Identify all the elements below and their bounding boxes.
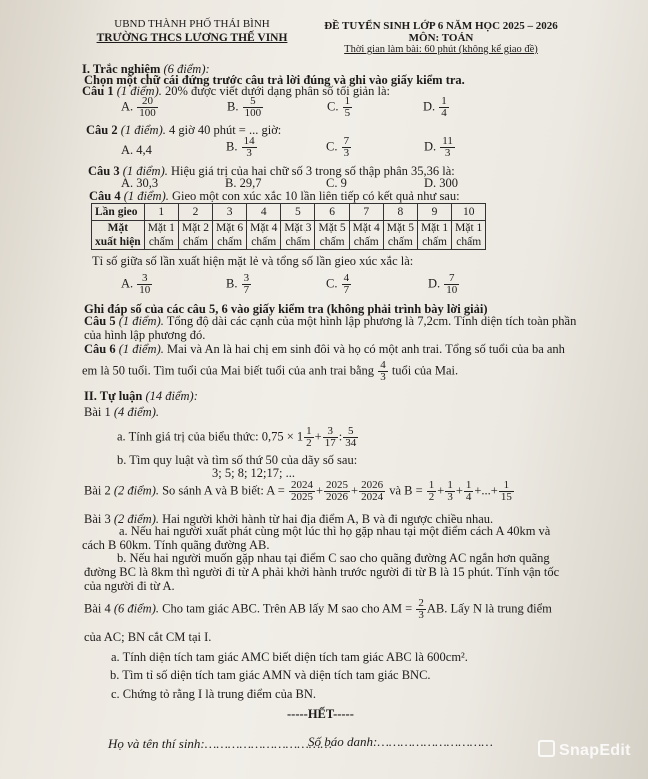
header-exam-title: ĐỀ TUYỂN SINH LỚP 6 NĂM HỌC 2025 – 2026 (324, 20, 558, 32)
table-cell: 7 (349, 204, 383, 221)
table-header-cell: Mặt xuất hiện (92, 221, 145, 250)
b3-a-line2: cách B 60km. Tính quãng đường AB. (82, 538, 270, 552)
header-duration: Thời gian làm bài: 60 phút (không kể giao đề) (344, 44, 538, 55)
q4-question: Tỉ số giữa số lần xuất hiện mặt lẻ và tổng số lần gieo xúc xắc là: (92, 254, 414, 268)
q5-line1: Câu 5 (1 điểm). Tổng độ dài các cạnh của một hình lập phương là 7,2cm. Tính diện tích toàn phần (84, 314, 577, 328)
table-cell: 8 (383, 204, 417, 221)
b1-heading: Bài 1 (4 điểm). (84, 405, 159, 419)
snapedit-logo-icon (538, 740, 555, 757)
table-cell: 6 (315, 204, 349, 221)
q2-option-c: C. $\frac{7}{3}$ (326, 135, 350, 159)
b3-b-line3: của người đi từ A. (84, 579, 175, 593)
q5-line2: của hình lập phương đó. (84, 328, 206, 342)
part1-points: (6 điểm): (163, 62, 210, 76)
q2-text: Câu 2 (1 điểm). 4 giờ 40 phút = ... giờ: (86, 123, 282, 137)
b3-a-line1: a. Nếu hai người xuất phát cùng một lúc thì họ gặp nhau tại một điểm cách A 40km và (119, 524, 551, 538)
table-cell: 3 (213, 204, 247, 221)
snapedit-watermark (538, 740, 631, 760)
table-cell: Mặt 2 chấm (178, 221, 212, 250)
table-row (92, 221, 486, 250)
q3-option-a: A. 30,3 (121, 176, 159, 190)
b3-b-line1: b. Nếu hai người muốn gặp nhau tại điểm C sao cho quãng đường AC ngắn hơn quãng (117, 551, 550, 565)
q1-text: Câu 1 (1 điểm). 20% được viết dưới dạng phân số tối giản là: (82, 84, 390, 98)
header-subject: MÔN: TOÁN (408, 32, 474, 44)
part1-title: I. Trắc nghiệm (82, 62, 161, 76)
table-cell: Mặt 4 chấm (349, 221, 383, 250)
header-school: TRƯỜNG THCS LƯƠNG THẾ VINH (96, 32, 288, 44)
q3-option-d: D. 300 (424, 176, 459, 190)
table-cell: Mặt 1 chấm (452, 221, 486, 250)
table-cell: Mặt 6 chấm (213, 221, 247, 250)
q1-option-d: D. $\frac{1}{4}$ (423, 95, 447, 119)
table-cell: 4 (247, 204, 281, 221)
table-cell: Mặt 3 chấm (281, 221, 315, 250)
q2-option-b: B. $\frac{14}{3}$ (226, 135, 255, 159)
end-marker: -----HẾT----- (287, 707, 354, 721)
table-cell: Mặt 5 chấm (383, 221, 417, 250)
table-cell: 1 (144, 204, 178, 221)
table-cell: 5 (281, 204, 315, 221)
b4-part-c: c. Chứng tỏ rằng I là trung điểm của BN. (111, 687, 316, 701)
b4-line1: Bài 4 (6 điểm). Cho tam giác ABC. Trên AB lấy M sao cho AM = $\frac{2}{3}$ AB. Lấy N là trung điểm (84, 597, 552, 621)
q2-option-d: D. $\frac{11}{3}$ (424, 135, 453, 159)
q4-option-a: A. $\frac{3}{10}$ (121, 272, 151, 296)
q1-option-c: C. $\frac{1}{5}$ (327, 95, 351, 119)
table-cell: 10 (452, 204, 486, 221)
table-row (92, 204, 486, 221)
b2-line: Bài 2 (2 điểm). So sánh A và B biết: A = $\frac{2024}{2025}$ + $\frac{2025}{2026}$ + $\frac{2026}{2024}$ và B = $\frac{1}{2}$ + $\frac{1}{3}$ + $\frac{1}{4}$ +...+ $\frac{1}{15}$ (84, 479, 512, 503)
q2-option-a: A. 4,4 (121, 143, 152, 157)
table-cell: Mặt 5 chấm (315, 221, 349, 250)
part2-title: II. Tự luận (84, 389, 143, 403)
b4-line2: của AC; BN cắt CM tại I. (84, 630, 212, 644)
candidate-name-field: Họ và tên thí sinh:…………………………… (108, 736, 332, 751)
q4-option-c: C. $\frac{4}{7}$ (326, 272, 350, 296)
part2-points: (14 điểm): (145, 389, 198, 403)
b3-line: Bài 3 (2 điểm). Hai người khởi hành từ hai địa điểm A, B và đi ngược chiều nhau. (84, 512, 494, 526)
q1-option-a: A. $\frac{20}{100}$ (121, 95, 156, 119)
b1-part-a: a. Tính giá trị của biểu thức: 0,75 × 1 $\frac{1}{2}$ + $\frac{3}{17}$ : $\frac{5}{34}$ (117, 425, 357, 449)
b4-part-b: b. Tìm tỉ số diện tích tam giác AMN và diện tích tam giác BNC. (110, 668, 431, 682)
q1-option-b: B. $\frac{5}{100}$ (227, 95, 262, 119)
table-cell: 9 (417, 204, 451, 221)
q3-option-c: C. 9 (326, 176, 347, 190)
q4-text: Câu 4 (1 điểm). Gieo một con xúc xắc 10 lần liên tiếp có kết quả như sau: (89, 189, 460, 203)
b4-part-a: a. Tính diện tích tam giác AMC biết diện tích tam giác ABC là 600cm². (111, 650, 468, 664)
q4-option-b: B. $\frac{3}{7}$ (226, 272, 250, 296)
part2-heading (84, 389, 198, 404)
q6-line2: em là 50 tuổi. Tìm tuổi của Mai biết tuổi của anh trai bằng $\frac{4}{3}$ tuổi của Mai. (82, 359, 459, 383)
header-authority: UBND THÀNH PHỐ THÁI BÌNH (114, 18, 270, 30)
watermark-text: SnapEdit (559, 742, 631, 759)
b3-b-line2: đường BC là 8km thì người đi từ A phải khởi hành trước người đi từ B là 15 phút. Tính vận tốc (84, 565, 560, 579)
dice-results-table (91, 203, 486, 250)
table-header-cell: Lần gieo (92, 204, 145, 221)
b1-part-b: b. Tìm quy luật và tìm số thứ 50 của dãy số sau: (117, 453, 358, 467)
part1-note: Ghi đáp số của các câu 5, 6 vào giấy kiểm tra (không phải trình bày lời giải) (84, 302, 488, 316)
table-cell: Mặt 1 chấm (417, 221, 451, 250)
table-cell: Mặt 1 chấm (144, 221, 178, 250)
q3-text: Câu 3 (1 điểm). Hiệu giá trị của hai chữ số 3 trong số thập phân 35,36 là: (88, 164, 455, 178)
q6-line1: Câu 6 (1 điểm). Mai và An là hai chị em sinh đôi và họ có một anh trai. Tổng số tuổi của ba anh (84, 342, 565, 356)
table-cell: Mặt 4 chấm (247, 221, 281, 250)
q4-option-d: D. $\frac{7}{10}$ (428, 272, 458, 296)
b1-sequence: 3; 5; 8; 12;17; ... (212, 466, 295, 480)
table-cell: 2 (178, 204, 212, 221)
q3-option-b: B. 29,7 (225, 176, 262, 190)
candidate-number-field: Số báo danh:………………………… (308, 734, 493, 749)
part1-instruction: Chọn một chữ cái đứng trước câu trả lời đúng và ghi vào giấy kiểm tra. (84, 73, 465, 87)
